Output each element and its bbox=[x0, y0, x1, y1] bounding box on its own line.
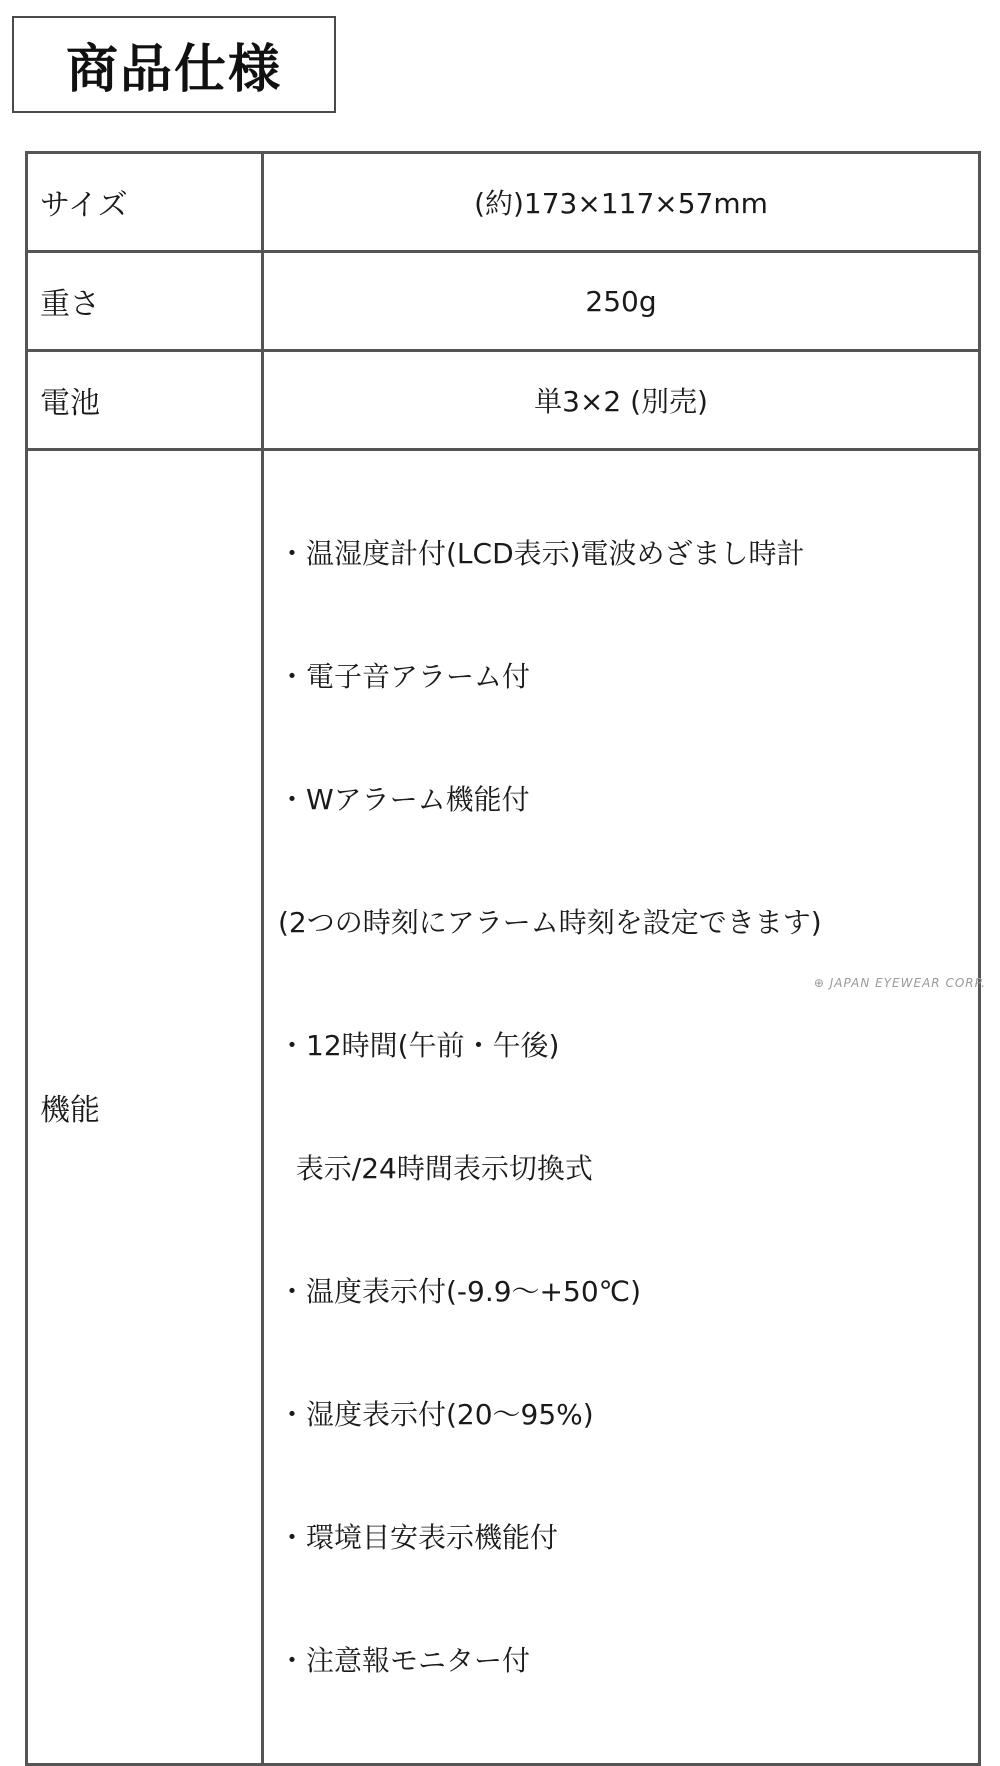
feature-item: ・温度表示付(-9.9〜+50℃) bbox=[278, 1275, 642, 1308]
page-title: 商品仕様 bbox=[65, 40, 282, 100]
feature-item: ・注意報モニター付 bbox=[278, 1644, 531, 1677]
feature-item: ・電子音アラーム付 bbox=[278, 660, 531, 693]
spec-table bbox=[25, 151, 981, 1766]
spec-value: 250g bbox=[263, 252, 980, 351]
spec-row-size bbox=[27, 153, 980, 252]
spec-row-battery bbox=[27, 351, 980, 450]
logo-text: JAPAN EYEWEAR CORP. bbox=[829, 976, 986, 990]
spec-value: (約)173×117×57mm bbox=[263, 153, 980, 252]
spec-label: 機能 bbox=[27, 450, 263, 1765]
feature-item: ・12時間(午前・午後) bbox=[278, 1029, 560, 1062]
spec-label: サイズ bbox=[27, 153, 263, 252]
logo-symbol-icon: ⊕ bbox=[813, 976, 825, 990]
spec-row-features bbox=[27, 450, 980, 1765]
spec-row-weight bbox=[27, 252, 980, 351]
spec-label: 電池 bbox=[27, 351, 263, 450]
feature-item: ・環境目安表示機能付 bbox=[278, 1521, 559, 1554]
features-list bbox=[264, 451, 978, 1763]
feature-item: ・Wアラーム機能付 bbox=[278, 783, 530, 816]
features-cell bbox=[263, 450, 980, 1765]
spec-value: 単3×2 (別売) bbox=[263, 351, 980, 450]
spec-label: 重さ bbox=[27, 252, 263, 351]
feature-item: ・温湿度計付(LCD表示)電波めざまし時計 bbox=[278, 537, 805, 570]
page-title-box bbox=[12, 16, 336, 113]
feature-item: ・湿度表示付(20〜95%) bbox=[278, 1398, 594, 1431]
feature-item: (2つの時刻にアラーム時刻を設定できます) bbox=[278, 906, 822, 939]
feature-item: 表示/24時間表示切換式 bbox=[278, 1152, 593, 1185]
brand-logo bbox=[814, 976, 986, 990]
